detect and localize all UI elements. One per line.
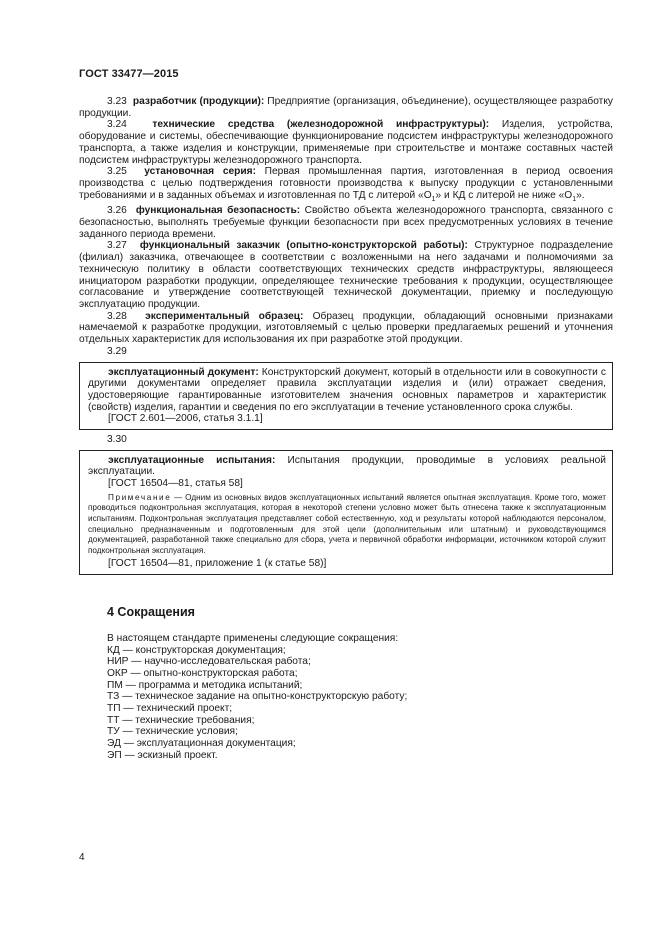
list-item: ЭД — эксплуатационная документация; xyxy=(107,738,296,750)
clause-text: Первая промышленная партия, изготовленная в период освоения производства с целью подтверждения готовности производства к выпуску продукции с установленными требованиями и в заданных объемах и изготовленная по ТД с литерой «О xyxy=(79,166,613,201)
section-title: 4 Сокращения xyxy=(107,605,195,620)
clause-term: разработчик (продукции): xyxy=(132,96,265,107)
note-label: Примечание xyxy=(108,492,172,502)
list-item: ПМ — программа и методика испытаний; xyxy=(107,679,303,691)
boxed-definition-3-30 xyxy=(79,450,613,575)
boxed-definition-text xyxy=(88,455,606,478)
list-item: НИР — научно-исследовательская работа; xyxy=(107,656,311,668)
clause-term: функциональная безопасность: xyxy=(135,205,301,217)
clause-3-23 xyxy=(79,96,613,119)
clause-number: 3.25 xyxy=(107,166,127,178)
clause-3-27 xyxy=(79,240,613,310)
list-item: КД — конструкторская документация; xyxy=(107,644,286,656)
clause-3-25 xyxy=(79,166,613,205)
note xyxy=(88,493,606,557)
clause-text: Свойство объекта железнодорожного транспорта, связанного с безопасностью, выполнять требуемые функции безопасности при всех предусмотренных условиях в течение заданного периода времени. xyxy=(79,205,613,240)
clause-term: технические средства (железнодорожной инфраструктуры): xyxy=(152,119,490,131)
clause-text: ». xyxy=(576,189,585,201)
subscript: 1 xyxy=(431,195,436,203)
subscript: 1 xyxy=(572,195,577,203)
clause-3-28 xyxy=(79,311,613,346)
clause-text: Предприятие (организация, объединение), осуществляющее разработку продукции. xyxy=(79,96,614,119)
boxed-definition-3-29 xyxy=(79,362,613,431)
clause-text: » и КД с литерой не ниже «О xyxy=(435,189,573,201)
source-reference: [ГОСТ 16504—81, приложение 1 (к статье 58)] xyxy=(108,558,327,570)
clause-text: Изделия, устройства, оборудование и системы, обеспечивающие функционирование подсистем инфраструктуры железнодорожного транспорта, а также изделия и конструкции, применяемые при строительстве и монтаже составных частей подсистем инфраструктуры железнодорожного транспорта. xyxy=(79,119,613,166)
clause-3-24 xyxy=(79,119,613,166)
clause-number: 3.28 xyxy=(107,310,127,322)
note-text: — Одним из основных видов эксплуатационных испытаний является опытная эксплуатация. Кроме того, может проводиться подконтрольная эксплуатация, которая в некоторой степени условно может быть отнесена также к эксплуатационным испытаниям. Подконтрольная эксплуатация представляет собой естественную, ход и результаты которой наблюдаются персоналом, специально предназначенным и подготовленным для этой цели (дополнительным или штатным) и руководствующимся документацией, разработанной также специально для сбора, учета и первичной обработки информации, источником которой служит подконтрольная эксплуатация. xyxy=(88,492,606,555)
source-reference: [ГОСТ 16504—81, статья 58] xyxy=(108,478,243,490)
list-intro: В настоящем стандарте применены следующие сокращения: xyxy=(107,632,399,644)
clause-3-26 xyxy=(79,205,613,240)
list-item: ТЗ — техническое задание на опытно-конструкторскую работу; xyxy=(107,691,408,703)
clause-number-3-30: 3.30 xyxy=(107,434,127,446)
clause-term: экспериментальный образец: xyxy=(145,310,304,322)
page-number: 4 xyxy=(79,852,85,863)
clause-text: Структурное подразделение (филиал) заказчика, отвечающее в соответствии с возложенными на него задачами и полномочиями за техническую политику в области соответствующих технических средств инфраструктуры, являющееся инициатором разработки продукции, определяющее технические требования к продукции, осуществляющее согласование и утверждение соответствующей технической документации, приемку и последующую эксплуатацию продукции. xyxy=(79,240,613,310)
clause-number: 3.23 xyxy=(107,96,127,107)
list-item: ОКР — опытно-конструкторская работа; xyxy=(107,667,298,679)
clause-text: Конструкторский документ, который в отдельности или в совокупности с другими документами определяет правила эксплуатации изделия и (или) отражает сведения, удостоверяющие гарантированные изготовителем значения основных параметров и характеристик (свойств) изделия, гарантии и сведения по его эксплуатации в течение установленного срока службы. xyxy=(88,366,606,413)
clause-text: Испытания продукции, проводимые в условиях реальной эксплуатации. xyxy=(88,454,606,478)
clause-number: 3.24 xyxy=(107,119,127,131)
clause-term: установочная серия: xyxy=(144,166,256,178)
source-reference: [ГОСТ 2.601—2006, статья 3.1.1] xyxy=(108,413,263,425)
clause-number: 3.27 xyxy=(107,240,127,252)
list-item: ТП — технический проект; xyxy=(107,703,233,715)
content xyxy=(79,96,613,762)
clause-term: эксплуатационный документ: xyxy=(108,366,259,378)
list-item: ЭП — эскизный проект. xyxy=(107,749,218,761)
clause-number: 3.26 xyxy=(107,205,127,217)
clause-text: Образец продукции, обладающий основными признаками намечаемой к разработке продукции, изготовляемый с целью проверки предлагаемых решений и уточнения отдельных характеристик для использования их при разработке этой продукции. xyxy=(79,310,613,346)
list-item: ТТ — технические требования; xyxy=(107,714,255,726)
clause-term: эксплуатационные испытания: xyxy=(108,454,276,466)
clause-number-3-29: 3.29 xyxy=(107,345,127,357)
list-item: ТУ — технические условия; xyxy=(107,726,238,738)
abbreviation-list xyxy=(79,645,613,762)
page-header: ГОСТ 33477—2015 xyxy=(79,68,179,80)
clause-term: функциональный заказчик (опытно-конструкторской работы): xyxy=(139,240,468,252)
boxed-definition-text xyxy=(88,367,606,414)
